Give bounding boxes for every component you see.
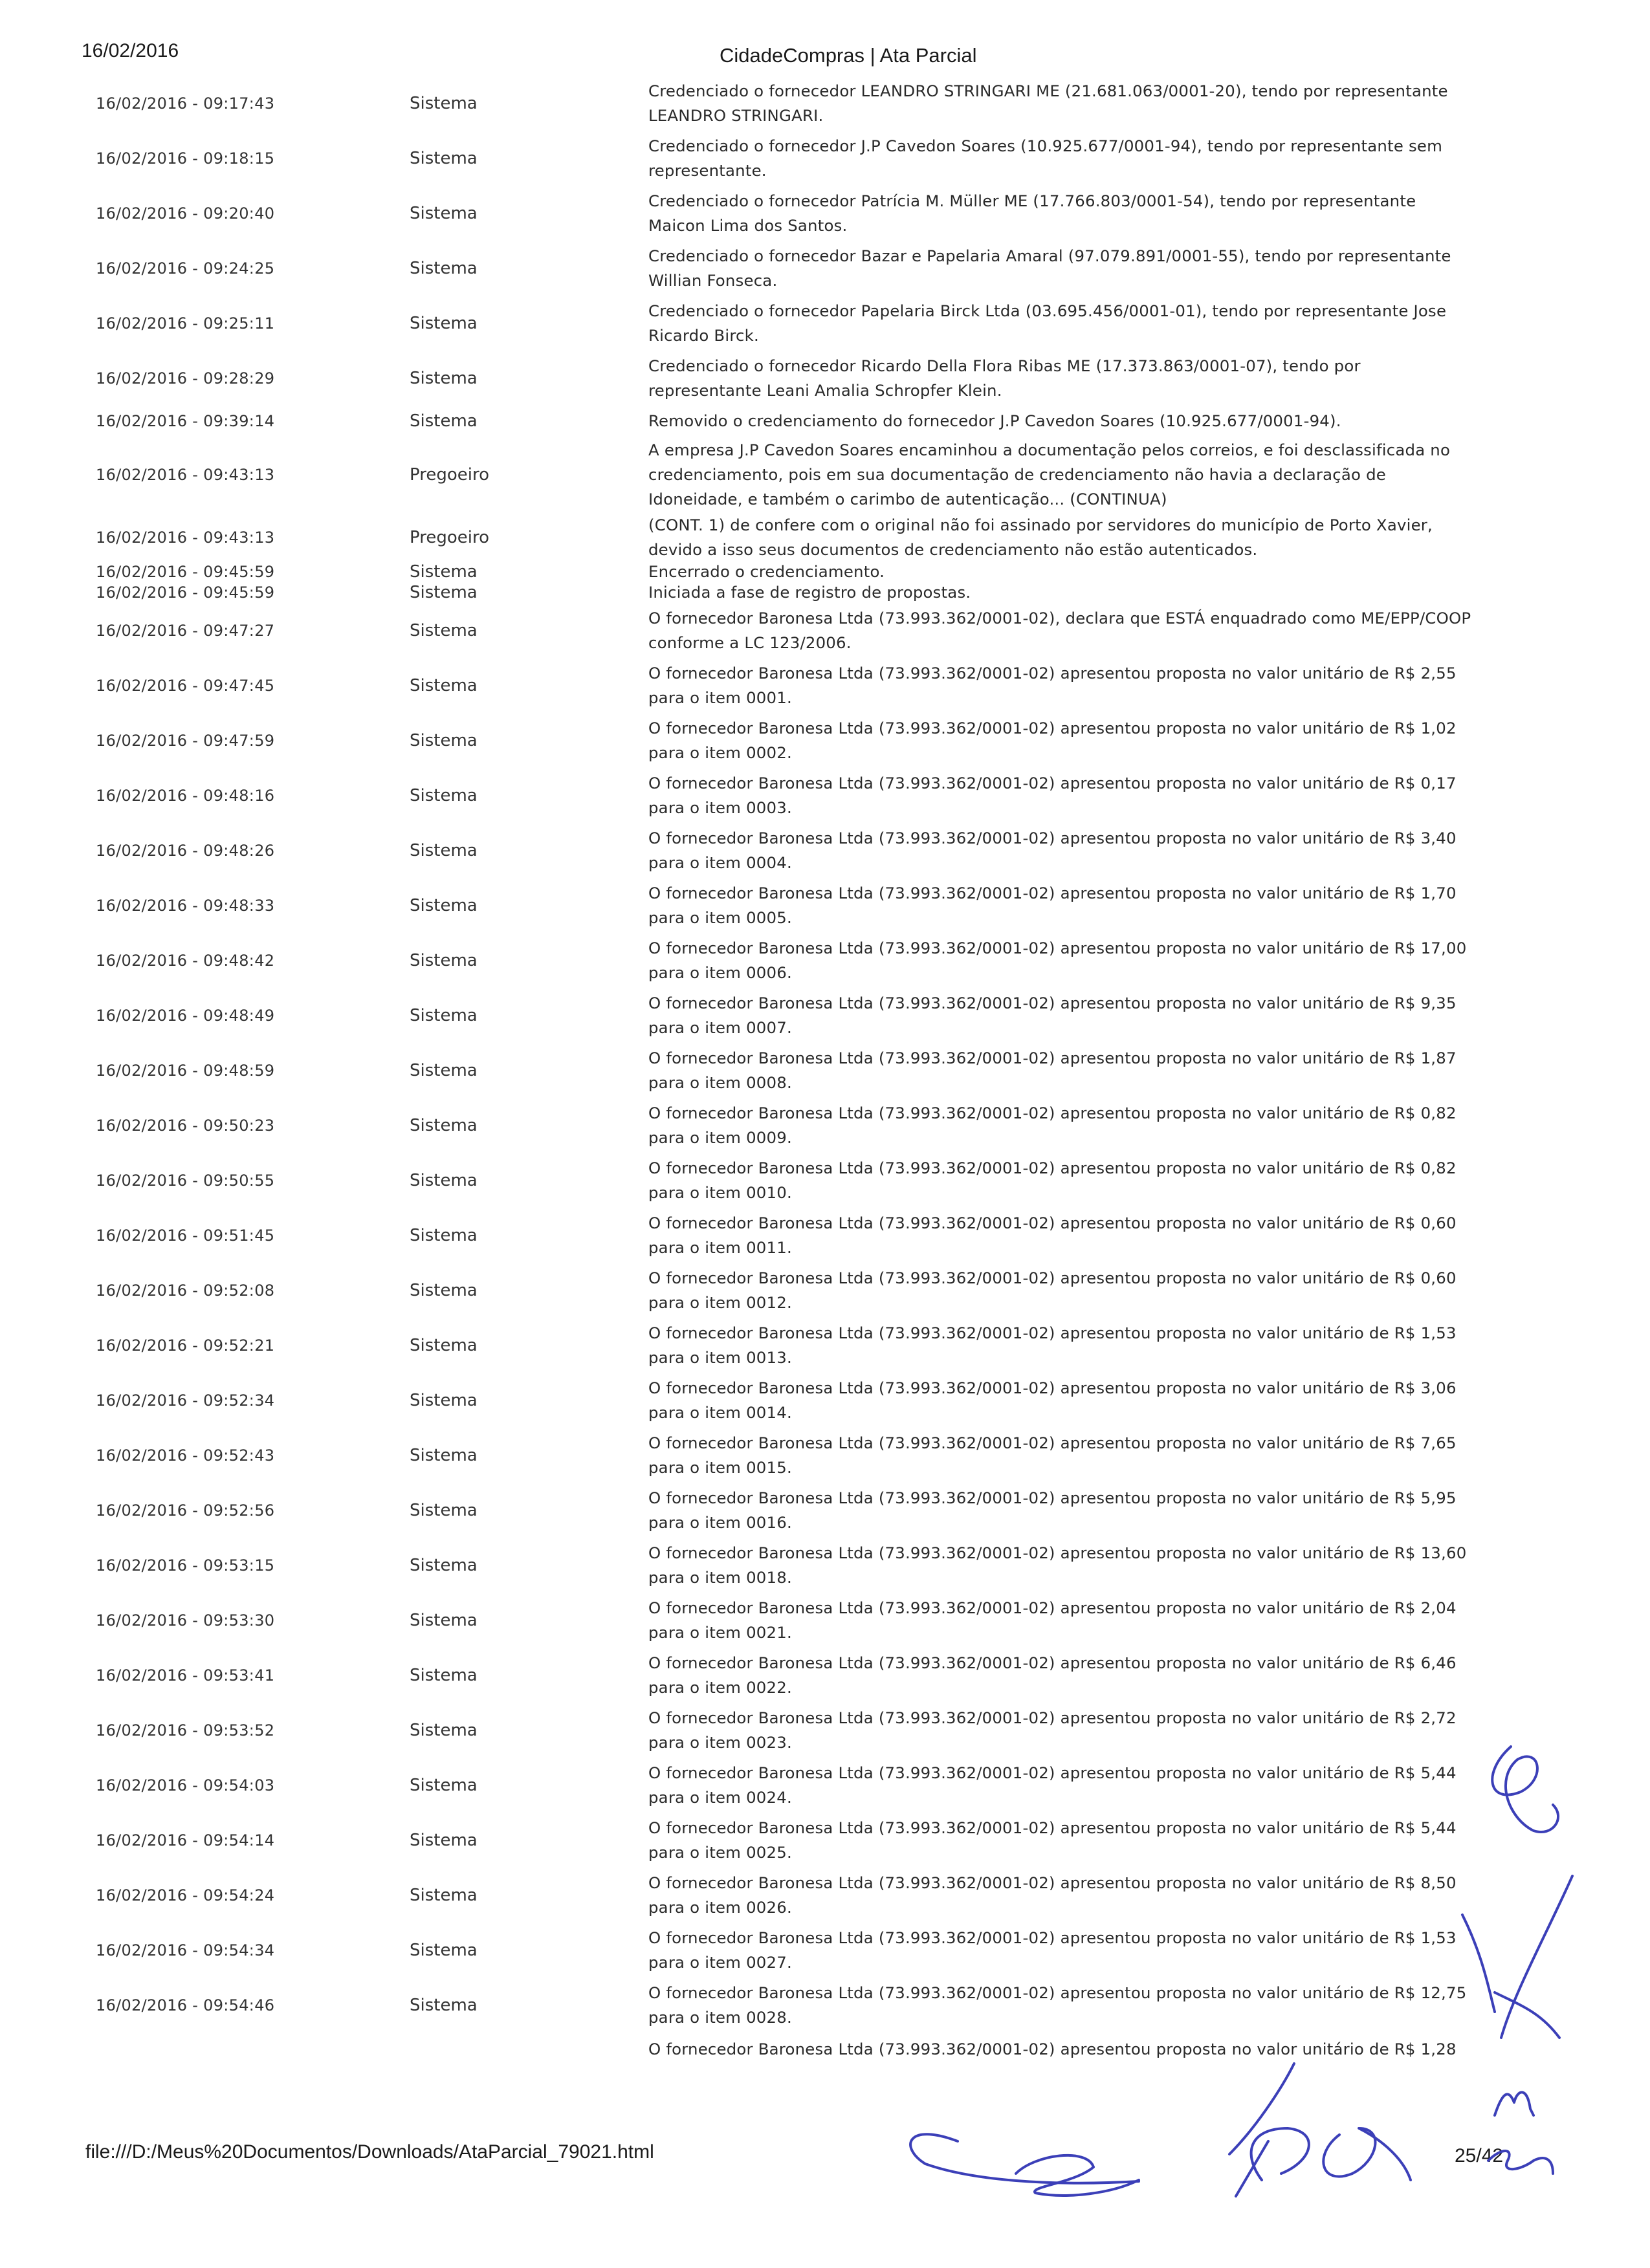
event-message: O fornecedor Baronesa Ltda (73.993.362/0001-02) apresentou proposta no valor unitário de R$ 1,53 para o item 0027.: [648, 1928, 1457, 1972]
event-time: 16/02/2016 - 09:54:46: [96, 1996, 275, 2014]
event-message: Credenciado o fornecedor J.P Cavedon Soares (10.925.677/0001-94), tendo por representante sem representante.: [648, 136, 1443, 180]
event-message: (CONT. 1) de confere com o original não foi assinado por servidores do município de Porto Xavier, devido a isso seus documentos de credenciamento não estão autenticados.: [648, 515, 1433, 559]
event-time: 16/02/2016 - 09:52:21: [96, 1336, 275, 1355]
event-time: 16/02/2016 - 09:50:23: [96, 1116, 275, 1135]
event-message: O fornecedor Baronesa Ltda (73.993.362/0001-02) apresentou proposta no valor unitário de R$ 9,35 para o item 0007.: [648, 993, 1457, 1037]
table-row: [0, 1208, 1650, 1263]
table-row: [0, 2033, 1650, 2066]
table-row: [0, 1263, 1650, 1318]
event-time: 16/02/2016 - 09:50:55: [96, 1171, 275, 1190]
event-message: Credenciado o fornecedor Ricardo Della Flora Ribas ME (17.373.863/0001-07), tendo por representante Leani Amalia Schropfer Klein.: [648, 356, 1361, 400]
event-message: O fornecedor Baronesa Ltda (73.993.362/0001-02) apresentou proposta no valor unitário de R$ 13,60 para o item 0018.: [648, 1543, 1467, 1587]
event-message: O fornecedor Baronesa Ltda (73.993.362/0001-02) apresentou proposta no valor unitário de R$ 1,53 para o item 0013.: [648, 1323, 1457, 1367]
event-time: 16/02/2016 - 09:47:59: [96, 731, 275, 750]
table-row: [0, 768, 1650, 823]
event-actor: Sistema: [410, 1885, 478, 1905]
table-row: [0, 241, 1650, 296]
event-message: A empresa J.P Cavedon Soares encaminhou a documentação pelos correios, e foi desclassificada no credenciamento, pois em sua documentação de credenciamento não havia a declaração de Idoneidade, e também o carimbo de autenticação... (CONTINUA): [648, 441, 1451, 508]
event-time: 16/02/2016 - 09:54:34: [96, 1941, 275, 1959]
table-row: [0, 1098, 1650, 1153]
event-actor: Sistema: [410, 950, 478, 970]
event-actor: Sistema: [410, 1335, 478, 1355]
event-message: O fornecedor Baronesa Ltda (73.993.362/0001-02) apresentou proposta no valor unitário de R$ 3,40 para o item 0004.: [648, 828, 1457, 872]
event-time: 16/02/2016 - 09:52:43: [96, 1446, 275, 1465]
table-row: [0, 1923, 1650, 1978]
event-actor: Sistema: [410, 368, 478, 388]
event-time: 16/02/2016 - 09:48:42: [96, 951, 275, 970]
table-row: [0, 1538, 1650, 1593]
event-message: Encerrado o credenciamento.: [648, 562, 885, 581]
event-message: O fornecedor Baronesa Ltda (73.993.362/0001-02) apresentou proposta no valor unitário de R$ 3,06 para o item 0014.: [648, 1378, 1457, 1422]
event-actor: Sistema: [410, 203, 478, 223]
event-actor: Sistema: [410, 411, 478, 431]
event-message: O fornecedor Baronesa Ltda (73.993.362/0001-02) apresentou proposta no valor unitário de R$ 0,60 para o item 0011.: [648, 1213, 1457, 1257]
table-row: [0, 878, 1650, 933]
table-row: [0, 1813, 1650, 1868]
event-actor: Sistema: [410, 1170, 478, 1190]
event-message: O fornecedor Baronesa Ltda (73.993.362/0001-02) apresentou proposta no valor unitário de R$ 0,82 para o item 0009.: [648, 1103, 1457, 1147]
print-date: 16/02/2016: [82, 40, 179, 61]
event-message: O fornecedor Baronesa Ltda (73.993.362/0001-02) apresentou proposta no valor unitário de R$ 5,95 para o item 0016.: [648, 1488, 1457, 1532]
event-message: O fornecedor Baronesa Ltda (73.993.362/0001-02) apresentou proposta no valor unitário de R$ 5,44 para o item 0024.: [648, 1763, 1457, 1807]
event-actor: Sistema: [410, 148, 478, 168]
page-footer: [0, 2122, 1650, 2199]
event-message: O fornecedor Baronesa Ltda (73.993.362/0001-02) apresentou proposta no valor unitário de R$ 7,65 para o item 0015.: [648, 1433, 1457, 1477]
event-actor: Sistema: [410, 258, 478, 278]
event-message: O fornecedor Baronesa Ltda (73.993.362/0001-02) apresentou proposta no valor unitário de R$ 2,72 para o item 0023.: [648, 1708, 1457, 1752]
event-time: 16/02/2016 - 09:47:27: [96, 621, 275, 640]
event-time: 16/02/2016 - 09:17:43: [96, 94, 275, 113]
page-title: CidadeCompras | Ata Parcial: [720, 44, 977, 67]
event-message: O fornecedor Baronesa Ltda (73.993.362/0001-02) apresentou proposta no valor unitário de R$ 12,75 para o item 0028.: [648, 1983, 1467, 2027]
event-actor: Sistema: [410, 1720, 478, 1740]
file-path: file:///D:/Meus%20Documentos/Downloads/AtaParcial_79021.html: [85, 2141, 654, 2163]
event-message: O fornecedor Baronesa Ltda (73.993.362/0001-02) apresentou proposta no valor unitário de R$ 2,04 para o item 0021.: [648, 1598, 1457, 1642]
table-row: [0, 351, 1650, 406]
event-time: 16/02/2016 - 09:53:41: [96, 1666, 275, 1685]
page-number: 25/42: [1455, 2145, 1504, 2166]
event-actor: Sistema: [410, 620, 478, 640]
event-actor: Sistema: [410, 1995, 478, 2015]
event-message: O fornecedor Baronesa Ltda (73.993.362/0001-02) apresentou proposta no valor unitário de R$ 5,44 para o item 0025.: [648, 1818, 1457, 1862]
event-time: 16/02/2016 - 09:48:26: [96, 841, 275, 860]
event-message: O fornecedor Baronesa Ltda (73.993.362/0001-02) apresentou proposta no valor unitário de R$ 0,17 para o item 0003.: [648, 773, 1457, 817]
event-actor: Sistema: [410, 1775, 478, 1795]
event-actor: Sistema: [410, 1665, 478, 1685]
event-time: 16/02/2016 - 09:51:45: [96, 1226, 275, 1245]
table-row: [0, 1978, 1650, 2033]
event-message: O fornecedor Baronesa Ltda (73.993.362/0001-02) apresentou proposta no valor unitário de R$ 1,70 para o item 0005.: [648, 883, 1457, 927]
event-time: 16/02/2016 - 09:45:59: [96, 583, 275, 602]
table-row: [0, 603, 1650, 658]
table-row: [0, 988, 1650, 1043]
event-message: O fornecedor Baronesa Ltda (73.993.362/0001-02) apresentou proposta no valor unitário de R$ 1,02 para o item 0002.: [648, 718, 1457, 762]
event-time: 16/02/2016 - 09:52:56: [96, 1501, 275, 1520]
event-message: Credenciado o fornecedor Patrícia M. Müller ME (17.766.803/0001-54), tendo por representante Maicon Lima dos Santos.: [648, 191, 1416, 235]
event-message: Removido o credenciamento do fornecedor J.P Cavedon Soares (10.925.677/0001-94).: [648, 411, 1341, 430]
event-message: Credenciado o fornecedor LEANDRO STRINGARI ME (21.681.063/0001-20), tendo por representante LEANDRO STRINGARI.: [648, 81, 1448, 125]
event-actor: Sistema: [410, 313, 478, 333]
event-message: O fornecedor Baronesa Ltda (73.993.362/0001-02) apresentou proposta no valor unitário de R$ 8,50 para o item 0026.: [648, 1873, 1457, 1917]
table-row: [0, 296, 1650, 351]
page-header: [0, 0, 1650, 78]
event-actor: Pregoeiro: [410, 465, 489, 485]
event-actor: Sistema: [410, 675, 478, 695]
event-message: O fornecedor Baronesa Ltda (73.993.362/0001-02) apresentou proposta no valor unitário de R$ 17,00 para o item 0006.: [648, 938, 1467, 982]
table-row: [0, 1153, 1650, 1208]
event-actor: Sistema: [410, 93, 478, 113]
event-actor: Sistema: [410, 840, 478, 860]
event-actor: Sistema: [410, 1555, 478, 1575]
event-time: 16/02/2016 - 09:43:13: [96, 528, 275, 547]
event-actor: Sistema: [410, 1445, 478, 1465]
table-row: [0, 562, 1650, 582]
event-actor: Sistema: [410, 895, 478, 915]
event-actor: Pregoeiro: [410, 527, 489, 547]
table-row: [0, 1758, 1650, 1813]
event-message: O fornecedor Baronesa Ltda (73.993.362/0001-02) apresentou proposta no valor unitário de R$ 1,87 para o item 0008.: [648, 1048, 1457, 1092]
table-row: [0, 1648, 1650, 1703]
event-message: O fornecedor Baronesa Ltda (73.993.362/0001-02), declara que ESTÁ enquadrado como ME/EPP/COOP conforme a LC 123/2006.: [648, 608, 1471, 652]
table-row: [0, 406, 1650, 437]
table-row: [0, 1428, 1650, 1483]
event-message: O fornecedor Baronesa Ltda (73.993.362/0001-02) apresentou proposta no valor unitário de R$ 0,60 para o item 0012.: [648, 1268, 1457, 1312]
table-row: [0, 1593, 1650, 1648]
event-time: 16/02/2016 - 09:18:15: [96, 149, 275, 168]
event-message: O fornecedor Baronesa Ltda (73.993.362/0001-02) apresentou proposta no valor unitário de R$ 1,28: [648, 2040, 1457, 2058]
event-message: O fornecedor Baronesa Ltda (73.993.362/0001-02) apresentou proposta no valor unitário de R$ 0,82 para o item 0010.: [648, 1158, 1457, 1202]
table-row: [0, 1043, 1650, 1098]
table-row: [0, 582, 1650, 603]
table-row: [0, 513, 1650, 562]
event-actor: Sistema: [410, 583, 478, 602]
event-time: 16/02/2016 - 09:48:16: [96, 786, 275, 805]
event-actor: Sistema: [410, 1225, 478, 1245]
initials-m: [1495, 2092, 1534, 2115]
event-actor: Sistema: [410, 1115, 478, 1135]
event-message: Credenciado o fornecedor Papelaria Birck Ltda (03.695.456/0001-01), tendo por representante Jose Ricardo Birck.: [648, 301, 1447, 345]
event-message: Credenciado o fornecedor Bazar e Papelaria Amaral (97.079.891/0001-55), tendo por representante Willian Fonseca.: [648, 246, 1451, 290]
event-time: 16/02/2016 - 09:54:14: [96, 1831, 275, 1849]
event-message: O fornecedor Baronesa Ltda (73.993.362/0001-02) apresentou proposta no valor unitário de R$ 6,46 para o item 0022.: [648, 1653, 1457, 1697]
event-time: 16/02/2016 - 09:53:15: [96, 1556, 275, 1575]
event-actor: Sistema: [410, 1060, 478, 1080]
table-row: [0, 713, 1650, 768]
table-row: [0, 1868, 1650, 1923]
table-row: [0, 186, 1650, 241]
event-time: 16/02/2016 - 09:54:24: [96, 1886, 275, 1904]
event-actor: Sistema: [410, 1940, 478, 1960]
event-actor: Sistema: [410, 730, 478, 750]
event-actor: Sistema: [410, 1390, 478, 1410]
event-actor: Sistema: [410, 562, 478, 582]
event-actor: Sistema: [410, 1005, 478, 1025]
event-actor: Sistema: [410, 1610, 478, 1630]
event-time: 16/02/2016 - 09:54:03: [96, 1776, 275, 1794]
event-actor: Sistema: [410, 785, 478, 805]
event-message: Iniciada a fase de registro de propostas.: [648, 583, 971, 602]
table-row: [0, 823, 1650, 878]
event-time: 16/02/2016 - 09:52:08: [96, 1281, 275, 1300]
event-time: 16/02/2016 - 09:53:52: [96, 1721, 275, 1739]
table-row: [0, 131, 1650, 186]
event-time: 16/02/2016 - 09:53:30: [96, 1611, 275, 1630]
table-row: [0, 437, 1650, 513]
event-time: 16/02/2016 - 09:48:33: [96, 896, 275, 915]
event-time: 16/02/2016 - 09:47:45: [96, 676, 275, 695]
event-time: 16/02/2016 - 09:48:59: [96, 1061, 275, 1080]
session-log: [0, 76, 1650, 2066]
event-time: 16/02/2016 - 09:20:40: [96, 204, 275, 223]
event-actor: Sistema: [410, 1830, 478, 1850]
event-time: 16/02/2016 - 09:48:49: [96, 1006, 275, 1025]
event-time: 16/02/2016 - 09:52:34: [96, 1391, 275, 1410]
table-row: [0, 933, 1650, 988]
event-time: 16/02/2016 - 09:25:11: [96, 314, 275, 333]
event-time: 16/02/2016 - 09:39:14: [96, 412, 275, 430]
event-time: 16/02/2016 - 09:24:25: [96, 259, 275, 278]
table-row: [0, 658, 1650, 713]
event-time: 16/02/2016 - 09:45:59: [96, 563, 275, 581]
event-time: 16/02/2016 - 09:28:29: [96, 369, 275, 387]
table-row: [0, 1318, 1650, 1373]
event-time: 16/02/2016 - 09:43:13: [96, 466, 275, 484]
table-row: [0, 1373, 1650, 1428]
table-row: [0, 1483, 1650, 1538]
table-row: [0, 76, 1650, 131]
event-actor: Sistema: [410, 1500, 478, 1520]
event-actor: Sistema: [410, 1280, 478, 1300]
table-row: [0, 1703, 1650, 1758]
event-message: O fornecedor Baronesa Ltda (73.993.362/0001-02) apresentou proposta no valor unitário de R$ 2,55 para o item 0001.: [648, 663, 1457, 707]
